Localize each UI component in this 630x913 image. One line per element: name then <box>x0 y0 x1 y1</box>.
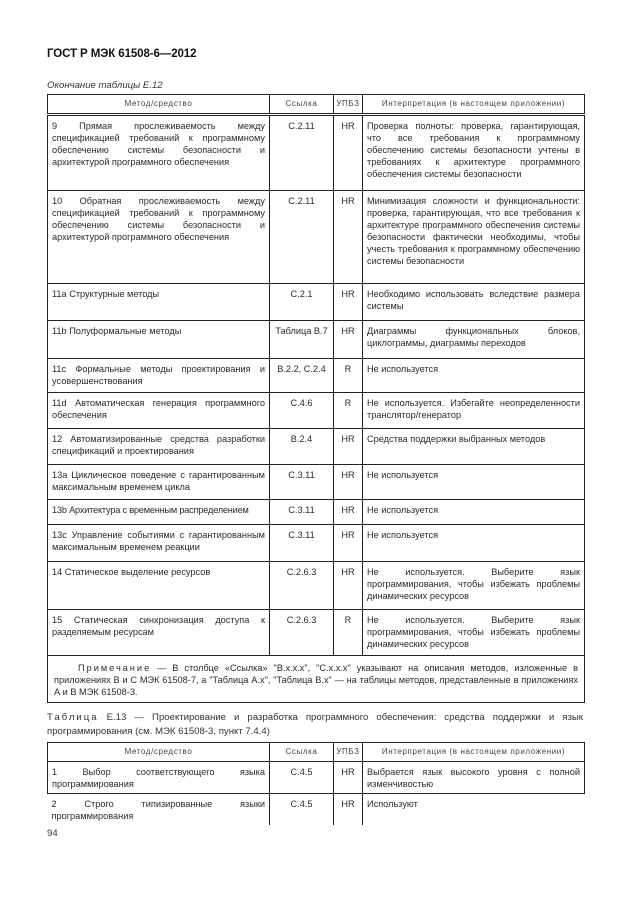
table-note <box>48 656 585 703</box>
sil-cell: R <box>334 393 363 429</box>
reference-cell: С.4.5 <box>270 794 334 826</box>
sil-cell: HR <box>334 794 363 826</box>
table-e13 <box>47 742 585 825</box>
interpretation-cell: Не используется <box>363 525 585 562</box>
sil-cell: HR <box>334 762 363 794</box>
table-row <box>48 191 585 284</box>
method-cell: 11a Структурные методы <box>48 284 270 321</box>
interpretation-cell: Не используется. Выберите язык программирования, чтобы избежать проблемы динамических ресурсов <box>363 610 585 656</box>
method-cell: 15 Статическая синхронизация доступа к разделяемым ресурсам <box>48 610 270 656</box>
sil-cell: HR <box>334 115 363 191</box>
table-row <box>48 762 585 794</box>
sil-cell: R <box>334 359 363 393</box>
reference-cell: С.2.6.3 <box>270 610 334 656</box>
interpretation-cell: Необходимо использовать вследствие размера системы <box>363 284 585 321</box>
sil-cell: HR <box>334 465 363 500</box>
table-e13-caption-text: Е.13 — Проектирование и разработка программного обеспечения: средства поддержки и язык программирования (см. МЭК 61508-3, пункт 7.4.4) <box>47 712 583 737</box>
table-e13-caption-label: Таблица <box>47 712 99 723</box>
interpretation-cell: Проверка полноты: проверка, гарантирующая, что все требования к программному обеспечению системы безопасности учтены в требованиях к архитектуре программного обеспечения системы безопасности <box>363 115 585 191</box>
column-header-reference: Ссылка <box>270 743 334 762</box>
column-header-sil: УПБЗ <box>334 95 363 115</box>
table-row <box>48 429 585 465</box>
method-cell: 11c Формальные методы проектирования и усовершенствования <box>48 359 270 393</box>
note-text: — В столбце «Ссылка» "В.х.х.х", "С.х.х.х" указывают на описания методов, изложенные в приложениях В и С МЭК 61508-7, а "Таблица А.х", "Таблица В.х" — на таблицы методов, представленные в приложениях А и В МЭК 61508-3. <box>54 663 578 697</box>
interpretation-cell: Не используется <box>363 500 585 525</box>
interpretation-cell: Не используется. Выберите язык программирования, чтобы избежать проблемы динамических ресурсов <box>363 562 585 610</box>
interpretation-cell: Средства поддержки выбранных методов <box>363 429 585 465</box>
interpretation-cell: Используют <box>363 794 585 826</box>
table-row <box>48 115 585 191</box>
method-cell: 11d Автоматическая генерация программного обеспечения <box>48 393 270 429</box>
table-row <box>48 465 585 500</box>
column-header-method: Метод/средство <box>48 95 270 115</box>
table-e12 <box>47 94 585 703</box>
method-cell: 14 Статическое выделение ресурсов <box>48 562 270 610</box>
table-note-row <box>48 656 585 703</box>
sil-cell: HR <box>334 321 363 359</box>
method-cell: 2 Строго типизированные языки программирования <box>48 794 270 826</box>
method-cell: 13b Архитектура с временным распределением <box>48 500 270 525</box>
reference-cell: С.3.11 <box>270 465 334 500</box>
column-header-interpretation: Интерпретация (в настоящем приложении) <box>363 743 585 762</box>
column-header-reference: Ссылка <box>270 95 334 115</box>
interpretation-cell: Не используется <box>363 359 585 393</box>
interpretation-cell: Не используется <box>363 465 585 500</box>
method-cell: 13c Управление событиями с гарантированным максимальным временем реакции <box>48 525 270 562</box>
interpretation-cell: Минимизация сложности и функциональности: проверка, гарантирующая, что все требования к архитектуре программного обеспечения системы безопасности фактически необходимы, чтобы учесть требования к программному обеспечению системы безопасности <box>363 191 585 284</box>
table-row <box>48 284 585 321</box>
column-header-sil: УПБЗ <box>334 743 363 762</box>
reference-cell: С.2.11 <box>270 115 334 191</box>
column-header-interpretation: Интерпретация (в настоящем приложении) <box>363 95 585 115</box>
table-row <box>48 525 585 562</box>
method-cell: 13a Циклическое поведение с гарантированным максимальным временем цикла <box>48 465 270 500</box>
reference-cell: С.2.11 <box>270 191 334 284</box>
table-row <box>48 794 585 826</box>
table-row <box>48 562 585 610</box>
sil-cell: HR <box>334 562 363 610</box>
table-row <box>48 321 585 359</box>
sil-cell: R <box>334 610 363 656</box>
table-e12-caption: Окончание таблицы Е.12 <box>47 80 163 91</box>
reference-cell: В.2.4 <box>270 429 334 465</box>
table-row <box>48 393 585 429</box>
reference-cell: Таблица В.7 <box>270 321 334 359</box>
reference-cell: В.2.2, С.2.4 <box>270 359 334 393</box>
document-header: ГОСТ Р МЭК 61508-6—2012 <box>47 48 197 60</box>
column-header-method: Метод/средство <box>48 743 270 762</box>
table-row <box>48 500 585 525</box>
reference-cell: С.2.1 <box>270 284 334 321</box>
reference-cell: С.4.6 <box>270 393 334 429</box>
reference-cell: С.3.11 <box>270 500 334 525</box>
reference-cell: С.4.5 <box>270 762 334 794</box>
table-row <box>48 359 585 393</box>
method-cell: 1 Выбор соответствующего языка программирования <box>48 762 270 794</box>
sil-cell: HR <box>334 525 363 562</box>
method-cell: 9 Прямая прослеживаемость между спецификацией требований к программному обеспечению системы безопасности и архитектурой программного обеспечения <box>48 115 270 191</box>
interpretation-cell: Выбрается язык высокого уровня с полной изменчивостью <box>363 762 585 794</box>
sil-cell: HR <box>334 191 363 284</box>
sil-cell: HR <box>334 500 363 525</box>
sil-cell: HR <box>334 284 363 321</box>
reference-cell: С.3.11 <box>270 525 334 562</box>
method-cell: 12 Автоматизированные средства разработки спецификаций и проектирования <box>48 429 270 465</box>
interpretation-cell: Не используется. Избегайте неопределенности транслятор/генератор <box>363 393 585 429</box>
page-number: 94 <box>47 828 58 839</box>
method-cell: 10 Обратная прослеживаемость между спецификацией требований к программному обеспечению системы безопасности и архитектурой программного обеспечения <box>48 191 270 284</box>
table-e13-caption <box>47 711 583 739</box>
note-label: Примечание <box>78 663 152 673</box>
table-row <box>48 610 585 656</box>
interpretation-cell: Диаграммы функциональных блоков, циклограммы, диаграммы переходов <box>363 321 585 359</box>
reference-cell: С.2.6.3 <box>270 562 334 610</box>
sil-cell: HR <box>334 429 363 465</box>
method-cell: 11b Полуформальные методы <box>48 321 270 359</box>
